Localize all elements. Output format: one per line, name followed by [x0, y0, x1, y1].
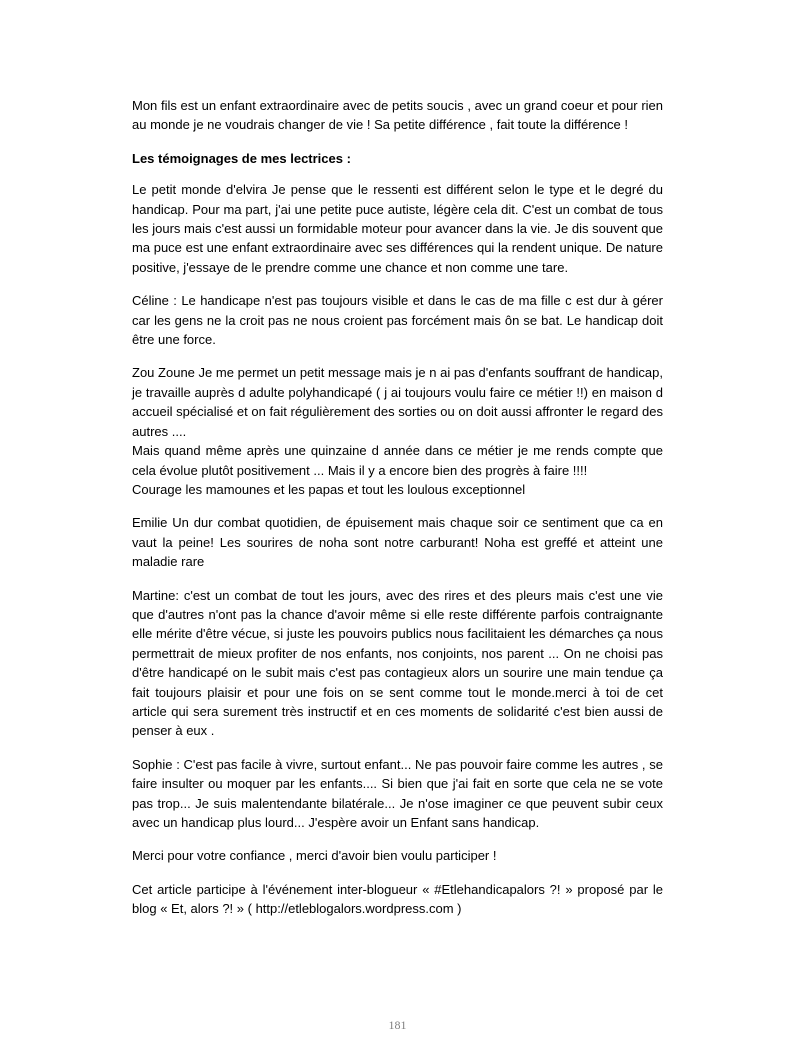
- testimonial-emilie: Emilie Un dur combat quotidien, de épuisement mais chaque soir ce sentiment que ca en vaut la peine! Les sourires de noha sont notre carburant! Noha est greffé et atteint une maladie rare: [132, 515, 663, 570]
- testimonial-celine: Céline : Le handicape n'est pas toujours visible et dans le cas de ma fille c est dur à gérer car les gens ne la croit pas ne nous croient pas forcément mais ôn se bat. Le handicap doit être une force.: [132, 293, 663, 348]
- testimonial-elvira: Le petit monde d'elvira Je pense que le ressenti est différent selon le type et le degré du handicap. Pour ma part, j'ai une petite puce autiste, légère cela dit. C'est un combat de tous les jours mais c'est aussi un formidable moteur pour avancer dans la vie. Je dis souvent que ma puce est une enfant extraordinaire avec ses différences qui la rendent unique. De nature positive, j'essaye de le prendre comme une chance et non comme une tare.: [132, 182, 663, 275]
- testimonial-zou-zoune-part-1: Zou Zoune Je me permet un petit message mais je n ai pas d'enfants souffrant de handicap, je travaille auprès d adulte polyhandicapé ( j ai toujours voulu faire ce métier !!) en maison d accueil spécialisé et on fait régulièrement des sorties ou on doit aussi affronter le regard des autres ....: [132, 365, 663, 439]
- testimonial-zou-zoune-part-3: Courage les mamounes et les papas et tout les loulous exceptionnel: [132, 481, 526, 497]
- section-heading: Les témoignages de mes lectrices :: [132, 150, 351, 166]
- page-number: 181: [388, 1018, 407, 1032]
- testimonial-zou-zoune-part-2: Mais quand même après une quinzaine d année dans ce métier je me rends compte que cela évolue plutôt positivement ... Mais il y a encore bien des progrès à faire !!!!: [132, 443, 663, 478]
- thanks-paragraph: Merci pour votre confiance , merci d'avoir bien voulu participer !: [132, 848, 497, 864]
- testimonial-martine: Martine: c'est un combat de tout les jours, avec des rires et des pleurs mais c'est une vie que d'autres n'ont pas la chance d'avoir même si elle reste différente parfois contraignante elle mérite d'être vécue, si juste les pouvoirs publics nous facilitaient les démarches ça nous permettrait de mieux profiter de nos enfants, nos conjoints, nos parent ... On ne choisi pas d'être handicapé on le subit mais c'est pas contagieux alors un sourire une main tendue ça fait toujours plaisir et pour une fois on se sent comme tout le monde.merci à toi de cet article qui sera surement très instructif et en ces moments de solidarité c'est bien aussi de penser à eux .: [132, 587, 663, 739]
- intro-paragraph: Mon fils est un enfant extraordinaire avec de petits soucis , avec un grand coeur et pour rien au monde je ne voudrais changer de vie ! Sa petite différence , fait toute la différence !: [132, 98, 663, 133]
- document-body: [132, 96, 663, 933]
- testimonial-sophie: Sophie : C'est pas facile à vivre, surtout enfant... Ne pas pouvoir faire comme les autres , se faire insulter ou moquer par les enfants.... Si bien que j'ai fait en sorte que cela ne se vote pas trop... Je suis malentendante bilatérale... Je n'ose imaginer ce que peuvent subir ceux avec un handicap plus lourd... J'espère avoir un Enfant sans handicap.: [132, 756, 663, 830]
- closing-paragraph: Cet article participe à l'événement inter-blogueur « #Etlehandicapalors ?! » proposé par le blog « Et, alors ?! » ( http://etleblogalors.wordpress.com ): [132, 881, 663, 917]
